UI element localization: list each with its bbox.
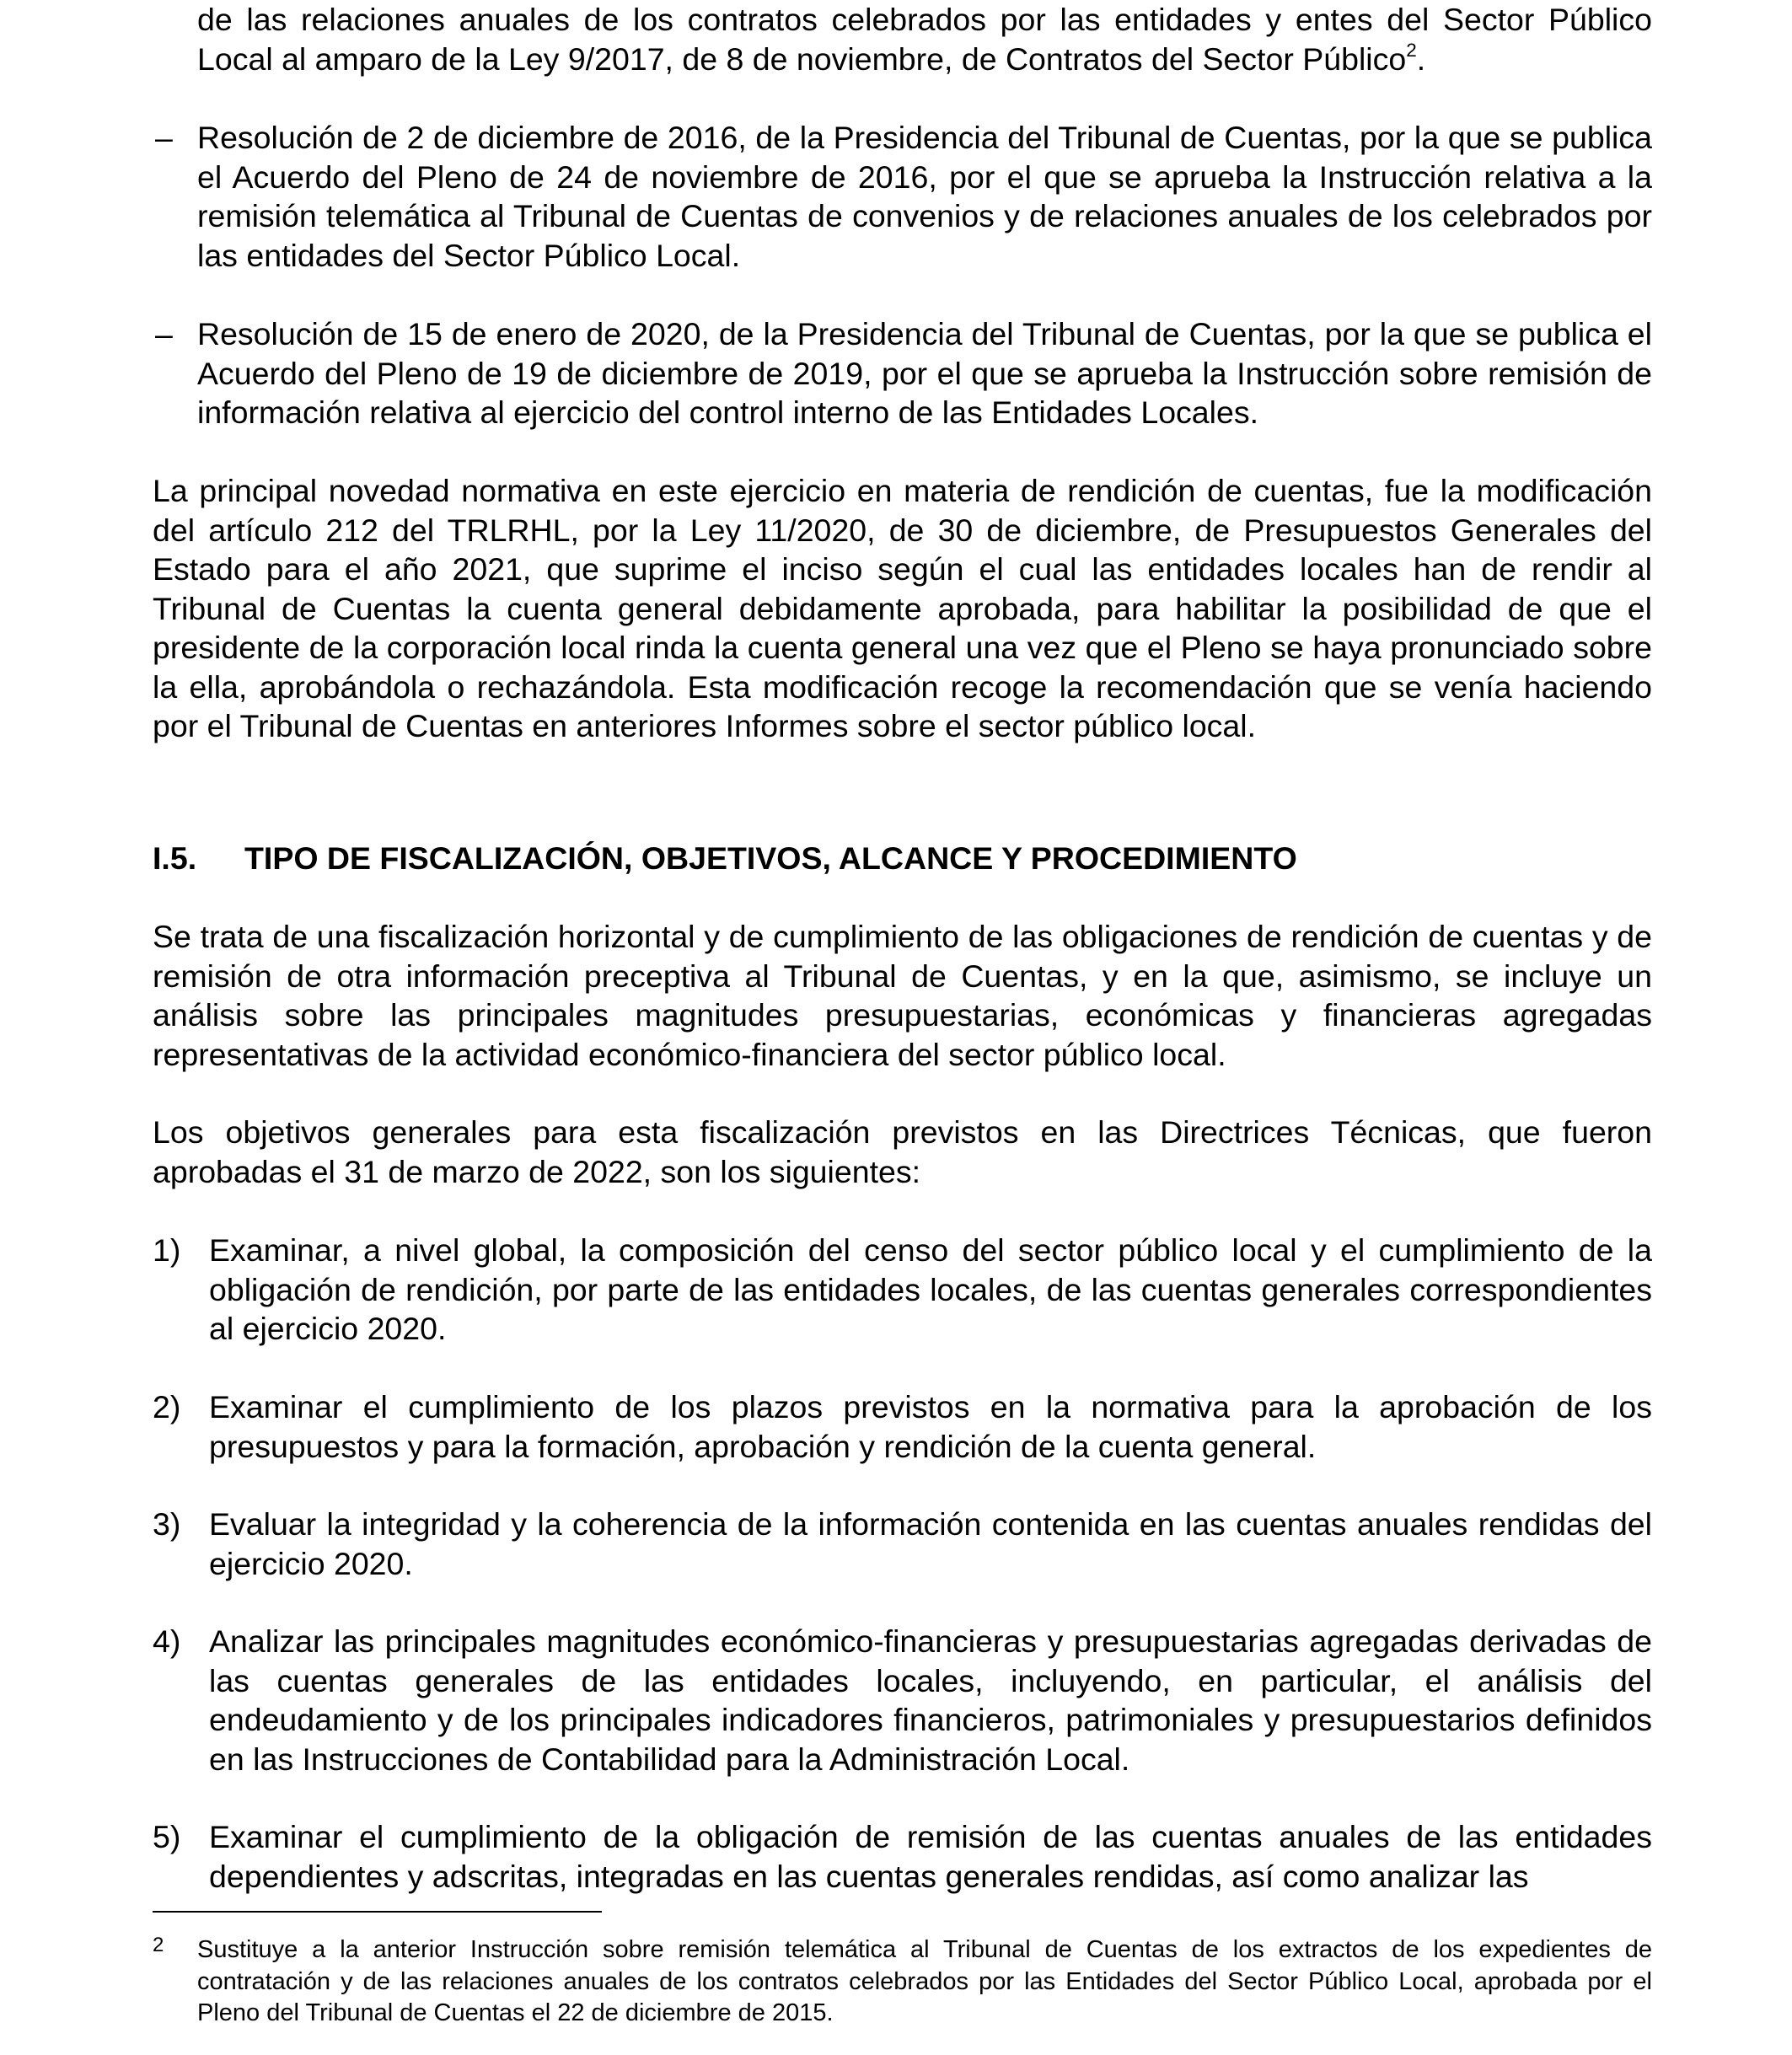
section-title: TIPO DE FISCALIZACIÓN, OBJETIVOS, ALCANCE Y PROCEDIMIENTO bbox=[244, 840, 1297, 876]
objective-item bbox=[153, 1387, 1652, 1466]
objective-item bbox=[153, 1817, 1652, 1896]
paragraph-novedad-normativa: La principal novedad normativa en este ejercicio en materia de rendición de cuentas, fue la modificación del artículo 212 del TRLRHL, por la Ley 11/2020, de 30 de diciembre, de Presupuestos Generales del Estado para el año 2021, que suprime el inciso según el cual las entidades locales han de rendir al Tribunal de Cuentas la cuenta general debidamente aprobada, para habilitar la posibilidad de que el presidente de la corporación local rinda la cuenta general una vez que el Pleno se haya pronunciado sobre la ella, aprobándola o rechazándola. Esta modificación recoge la recomendación que se venía haciendo por el Tribunal de Cuentas en anteriores Informes sobre el sector público local. bbox=[153, 473, 1652, 743]
dash-item-text: Resolución de 2 de diciembre de 2016, de la Presidencia del Tribunal de Cuentas, por la que se publica el Acuerdo del Pleno de 24 de noviembre de 2016, por el que se aprueba la Instrucción relativa a la remisión telemática al Tribunal de Cuentas de convenios y de relaciones anuales de los celebrados por las entidades del Sector Público Local. bbox=[197, 120, 1652, 273]
objective-item bbox=[153, 1231, 1652, 1349]
footnote-mark: 2 bbox=[153, 1934, 164, 1956]
dash-list-item bbox=[155, 118, 1652, 275]
objective-text: Examinar el cumplimiento de los plazos previstos en la normativa para la aprobación de los presupuestos y para la formación, aprobación y rendición de la cuenta general. bbox=[209, 1389, 1652, 1464]
footnote-separator bbox=[153, 1911, 602, 1913]
objective-text: Analizar las principales magnitudes económico-financieras y presupuestarias agregadas derivadas de las cuentas generales de las entidades locales, incluyendo, en particular, el análisis del endeudamiento y de los principales indicadores financieros, patrimoniales y presupuestarios definidos en las Instrucciones de Contabilidad para la Administración Local. bbox=[209, 1623, 1652, 1777]
objective-item bbox=[153, 1505, 1652, 1583]
dash-item-text: Resolución de 15 de enero de 2020, de la Presidencia del Tribunal de Cuentas, por la que se publica el Acuerdo del Pleno de 19 de diciembre de 2019, por el que se aprueba la Instrucción sobre remisión de información relativa al ejercicio del control interno de las Entidades Locales. bbox=[197, 316, 1652, 430]
footnote bbox=[153, 1934, 1652, 2030]
footnote-reference[interactable]: 2 bbox=[1406, 39, 1417, 61]
paragraph-tipo-fiscalizacion: Se trata de una fiscalización horizontal y de cumplimiento de las obligaciones de rendición de cuentas y de remisión de otra información preceptiva al Tribunal de Cuentas, y en la que, asimismo, se incluye un análisis sobre las principales magnitudes presupuestarias, económicas y financieras agregadas representativas de la actividad económico-financiera del sector público local. bbox=[153, 919, 1652, 1072]
objective-number: 3) bbox=[153, 1506, 181, 1542]
objective-text: Examinar, a nivel global, la composición del censo del sector público local y el cumplimiento de la obligación de rendición, por parte de las entidades locales, de las cuentas generales correspondientes al ejercicio 2020. bbox=[209, 1232, 1652, 1346]
objective-text: Evaluar la integridad y la coherencia de la información contenida en las cuentas anuales rendidas del ejercicio 2020. bbox=[209, 1506, 1652, 1581]
objective-text: Examinar el cumplimiento de la obligación de remisión de las cuentas anuales de las entidades dependientes y adscritas, integradas en las cuentas generales rendidas, así como analizar las bbox=[209, 1819, 1652, 1894]
intro-fragment-text: de las relaciones anuales de los contratos celebrados por las entidades y entes del Sector Público Local al amparo de la Ley 9/2017, de 8 de noviembre, de Contratos del Sector Público bbox=[197, 2, 1652, 77]
objective-item bbox=[153, 1622, 1652, 1779]
intro-fragment bbox=[197, 0, 1652, 78]
objective-number: 1) bbox=[153, 1232, 181, 1268]
footnote-text: Sustituye a la anterior Instrucción sobre remisión telemática al Tribunal de Cuentas de los extractos de los expedientes de contratación y de las relaciones anuales de los contratos celebrados por las Entidades del Sector Público Local, aprobada por el Pleno del Tribunal de Cuentas el 22 de diciembre de 2015. bbox=[197, 1936, 1652, 2026]
objective-number: 4) bbox=[153, 1623, 181, 1659]
dash-bullet: – bbox=[155, 120, 173, 155]
paragraph-objetivos: Los objetivos generales para esta fiscalización previstos en las Directrices Técnicas, que fueron aprobadas el 31 de marzo de 2022, son los siguientes: bbox=[153, 1114, 1652, 1189]
objective-number: 2) bbox=[153, 1389, 181, 1425]
dash-bullet: – bbox=[155, 316, 173, 351]
dash-list-item bbox=[155, 314, 1652, 432]
section-heading bbox=[153, 839, 1297, 878]
section-number: I.5. bbox=[153, 840, 197, 876]
objective-number: 5) bbox=[153, 1819, 181, 1854]
intro-fragment-end: . bbox=[1416, 40, 1426, 77]
